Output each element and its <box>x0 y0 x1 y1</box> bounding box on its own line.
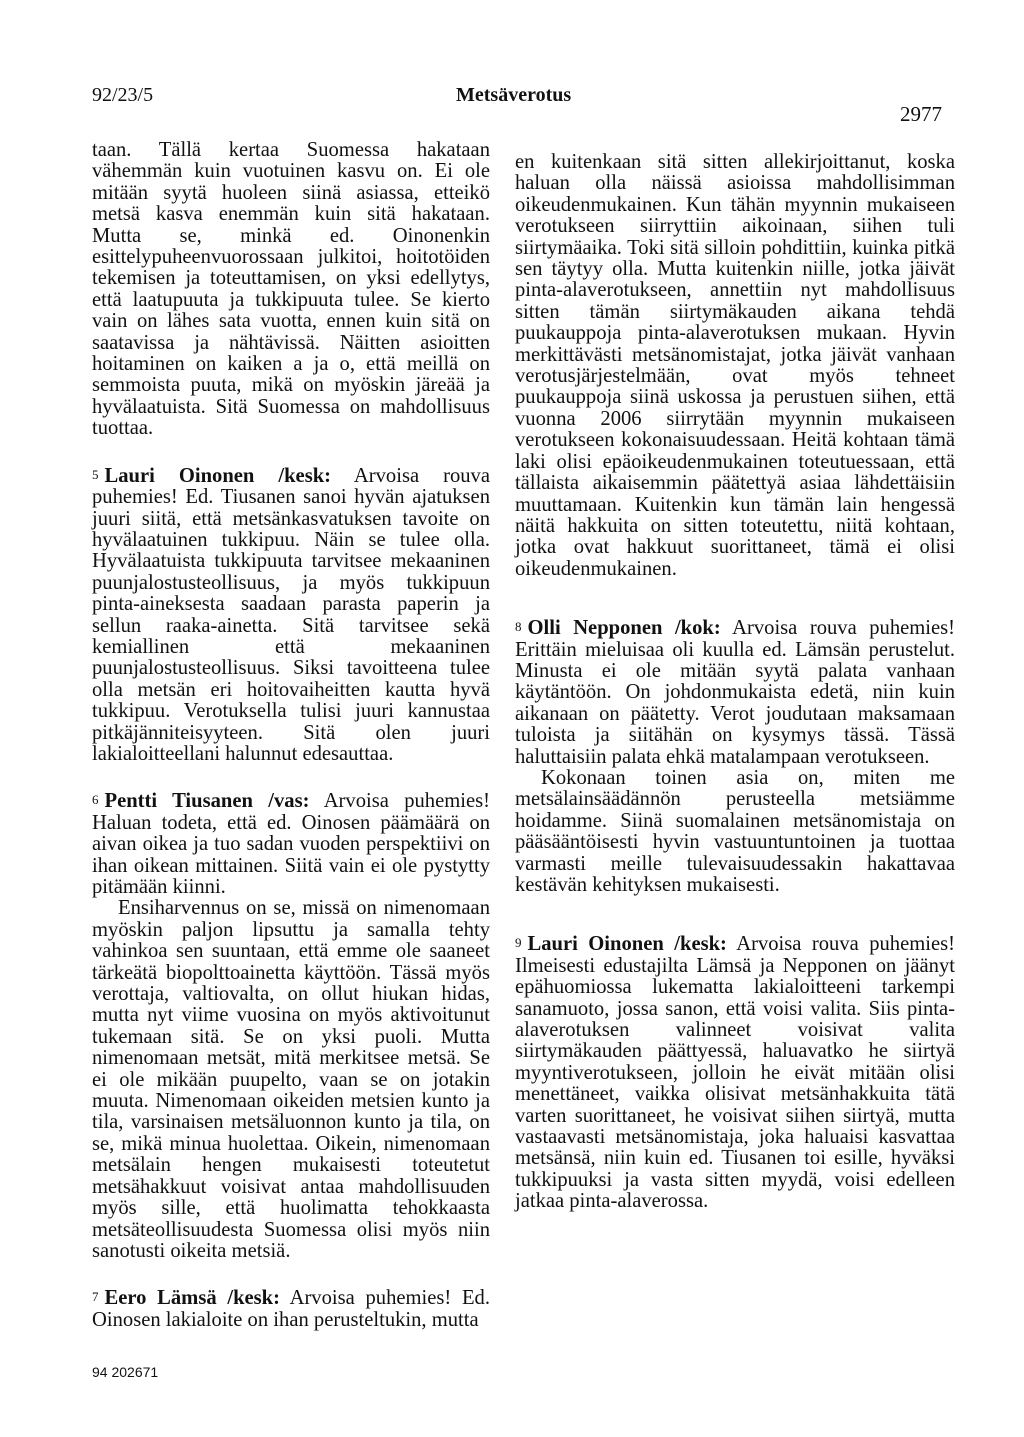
page-title: Metsäverotus <box>456 84 572 106</box>
paragraph: Ensiharvennus on se, missä on nimenomaan myöskin paljon lipsuttu ja samalla tehty vahinkoa sen suuntaan, että emme ole saaneet tärkeätä biopolttoainetta käyttöön. Tässä myös verottaja, valtiovalta, on ollut hiukan hidas, mutta nyt viime vuosina on myös aktivoitunut tukemaan sitä. Se on yksi puoli. Mutta nimenomaan metsät, mitä merkitsee metsä. Se ei ole mikään puupelto, vaan se on jotakin muuta. Nimenomaan oikeiden metsien kunto ja tila, varsinaisen metsäluonnon kunto ja tila, on se, mikä minua huolettaa. Oikein, nimenomaan metsälain hengen mukaisesti toteutetut metsähakkuut voisivat antaa mahdollisuuden myös sille, että huolimatta tehokkaasta metsäteollisuudesta Suomessa olisi myös niin sanotusti oikeita metsiä. <box>92 897 490 1262</box>
page-number: 2977 <box>900 102 942 126</box>
speech-6 <box>92 791 490 898</box>
speech-number: 7 <box>92 1289 99 1305</box>
left-column <box>92 140 490 1331</box>
speech-text: Arvoisa puhemies! Haluan todeta, että ed. Oinosen päämäärä on aivan oikea ja tuo sadan vuoden perspektiivi on ihan oikean mittainen. Siitä vain ei ole pystytty pitämään kiinni. <box>92 790 490 898</box>
speech-text: Arvoisa rouva puhemies! Erittäin mieluisaa oli kuulla ed. Lämsän perustelut. Minusta ei ole mitään syytä palata vanhaan käytäntöön. On johdonmukaista edetä, niin kuin aikanaan on päätetty. Verot joudutaan maksamaan tuloista ja siitähän on kysymys tässä. Tässä haluttaisiin palata ehkä matalampaan verotukseen. <box>515 617 956 768</box>
speech-9 <box>515 934 955 1212</box>
right-column <box>515 152 955 1213</box>
speech-8 <box>515 618 955 768</box>
paragraph: en kuitenkaan sitä sitten allekirjoittanut, koska haluan olla näissä asioissa mahdollisimman oikeudenmukainen. Kun tähän myynnin mukaiseen verotukseen siirryttiin aikoinaan, siihen tuli siirtymäaika. Toki sitä silloin pohdittiin, kuinka pitkä sen täytyy olla. Mutta kuitenkin niille, jotka jäivät pinta-alaverotukseen, annettiin nyt mahdollisuus sitten tämän siirtymäkauden aikana tehdä puukauppoja pinta-alaverotuksen mukaan. Hyvin merkittävästi metsänomistajat, jotka jäivät vanhaan verotusjärjestelmään, ovat myös tehneet puukauppoja siinä uskossa ja perustuen siihen, että vuonna 2006 siirrytään myynnin mukaiseen verotukseen kokonaisuudessaan. Heitä kohtaan tämä laki olisi epäoikeudenmukainen toteutuessaan, että tällaista aikaisemmin päätettyä asiaa lähdettäisiin muuttamaan. Kuitenkin kun tämän lain hengessä näitä hakkuita on sitten toteutettu, niitä kohtaan, jotka ovat hakkuut suorittaneet, tämä ei olisi oikeudenmukainen. <box>515 151 955 580</box>
speech-text: Arvoisa puhemies! Ed. Oinosen lakialoite on ihan perusteltukin, mutta <box>92 1287 490 1331</box>
paragraph: taan. Tällä kertaa Suomessa hakataan vähemmän kuin vuotuinen kasvu on. Ei ole mitään syytä huoleen siinä asiassa, etteikö metsä kasva enemmän kuin sitä hakataan. Mutta se, minkä ed. Oinonenkin esittelypuheenvuorossaan julkitoi, hoitotöiden tekemisen ja toteuttamisen, on yksi edellytys, että laatupuuta ja tukkipuuta tulee. Se kierto vain on lähes sata vuotta, ennen kuin sitä on saatavissa ja nähtävissä. Näitten asioitten hoitaminen on kaiken a ja o, että meillä on semmoista puuta, mikä on myöskin järeää ja hyvälaatuista. Sitä Suomessa on mahdollisuus tuottaa. <box>92 139 490 440</box>
footer-code: 94 202671 <box>92 1364 159 1380</box>
document-number: 92/23/5 <box>92 84 154 106</box>
speech-5 <box>92 466 490 766</box>
page-header <box>0 84 1024 124</box>
speech-number: 9 <box>515 935 522 951</box>
speaker-name: Lauri Oinonen /kesk: <box>527 933 727 956</box>
speech-text: Arvoisa rouva puhemies! Ed. Tiusanen sanoi hyvän ajatuksen juuri siitä, että metsänkasvatuksen tavoite on hyvälaatuinen tukkipuu. Näin se tulee olla. Hyvälaatuista tukkipuuta tarvitsee mekaaninen puunjalostusteollisuus, ja myös tukkipuun pinta-aineksesta saadaan parasta paperin ja sellun raaka-ainetta. Sitä tarvitsee sekä kemiallinen että mekaaninen puunjalostusteollisuus. Siksi tavoitteena tulee olla metsän eri hoitovaiheitten kautta hyvä tukkipuu. Verotuksella tulisi juuri kannustaa pitkäjänniteisyyteen. Sitä olen juuri lakialoitteellani halunnut edesauttaa. <box>92 464 490 765</box>
speaker-name: Eero Lämsä /kesk: <box>104 1287 280 1310</box>
speech-text: Arvoisa rouva puhemies! Ilmeisesti edustajilta Lämsä ja Nepponen on jäänyt epähuomiossa lukematta lakialoitteeni tarkempi sanamuoto, jossa sanon, että voisi valita. Siis pinta-alaverotuksen valinneet voisivat valita siirtymäkauden päättyessä, haluavatko he siirtyä myyntiverotukseen, jolloin he eivät mitään olisi menettäneet, vaikka olisivat metsänhakkuita tätä varten suorittaneet, he voisivat siihen siirtyä, mutta vastaavasti metsänomistaja, joka haluaisi kasvattaa metsänsä, niin kuin ed. Tiusanen toi esille, hyväksi tukkipuuksi ja vasta sitten myydä, voisi edelleen jatkaa pinta-alaverossa. <box>515 933 955 1213</box>
paragraph: Kokonaan toinen asia on, miten me metsälainsäädännön perusteella metsiämme hoidamme. Siinä suomalainen metsänomistaja on pääsääntöisesti hyvin vastuuntuntoinen ja tuottaa varmasti meille tulevaisuudessakin hakattavaa kestävän kehityksen mukaisesti. <box>515 766 955 896</box>
speech-number: 5 <box>92 466 99 482</box>
speaker-name: Olli Nepponen /kok: <box>527 617 721 640</box>
speech-number: 8 <box>515 619 522 635</box>
speaker-name: Lauri Oinonen /kesk: <box>104 464 332 487</box>
speech-7 <box>92 1288 490 1331</box>
speech-number: 6 <box>92 792 99 808</box>
speaker-name: Pentti Tiusanen /vas: <box>104 790 310 813</box>
